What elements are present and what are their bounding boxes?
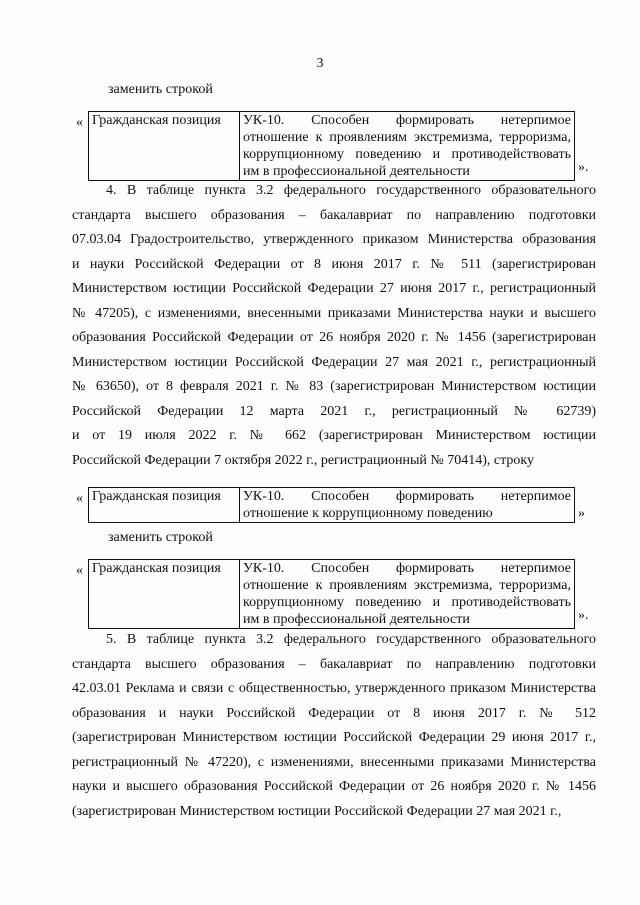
quote-close-3: ». [578, 608, 589, 623]
quote-open-3: « [76, 563, 83, 578]
position-cell: Гражданская позиция [89, 488, 240, 523]
paragraph-line: 42.03.01 Реклама и связи с общественностью, утвержденного приказом Министерства [72, 681, 596, 696]
competence-line: УК-10. Способен формировать нетерпимое [243, 113, 571, 128]
paragraph-line: № 47205), с изменениями, внесенными приказами Министерства науки и высшего [72, 305, 596, 321]
paragraph-4 [72, 179, 596, 473]
paragraph-line: и от 19 июля 2022 г. № 662 (зарегистрирован Министерством юстиции [72, 428, 596, 443]
paragraph-line: стандарта высшего образования – бакалавриат по направлению подготовки [72, 656, 596, 672]
paragraph-line: 4. В таблице пункта 3.2 федерального государственного образовательного [106, 183, 596, 198]
position-cell: Гражданская позиция [89, 560, 240, 629]
paragraph-line: (зарегистрирован Министерством юстиции Российской Федерации 27 мая 2021 г., [72, 803, 562, 819]
competence-line: отношение к проявлениям экстремизма, терроризма, [243, 130, 571, 145]
competence-line: отношение к проявлениям экстремизма, терроризма, [243, 578, 571, 593]
paragraph-line: науки и высшего образования Российской Федерации от 26 ноября 2020 г. № 1456 [72, 779, 596, 794]
competence-line: коррупционному поведению и противодействовать [243, 147, 571, 162]
table-row-1 [88, 111, 575, 181]
paragraph-line: 5. В таблице пункта 3.2 федерального государственного образовательного [106, 632, 596, 647]
paragraph-line: регистрационный № 47220), с изменениями, внесенными приказами Министерства [72, 754, 596, 770]
quote-close-1: ». [578, 160, 589, 175]
paragraph-line: и науки Российской Федерации от 8 июня 2017 г. № 511 (зарегистрирован [72, 256, 596, 272]
paragraph-line: Министерством юстиции Российской Федерации 27 июня 2017 г., регистрационный [72, 281, 596, 296]
caption-replace-1: заменить строкой [108, 82, 213, 97]
quote-open-1: « [76, 115, 83, 130]
paragraph-line: Российской Федерации 7 октября 2022 г., регистрационный № 70414), строку [72, 452, 534, 468]
paragraph-line: № 63650), от 8 февраля 2021 г. № 83 (зарегистрирован Министерством юстиции [72, 379, 596, 394]
competence-line: им в профессиональной деятельности [243, 164, 470, 179]
paragraph-5 [72, 628, 596, 824]
competence-cell [240, 488, 575, 523]
competence-line: УК-10. Способен формировать нетерпимое [243, 489, 571, 504]
table-row-3 [88, 559, 575, 629]
paragraph-line: Российской Федерации 12 марта 2021 г., регистрационный № 62739) [72, 403, 596, 419]
competence-line: им в профессиональной деятельности [243, 612, 470, 627]
competence-line: коррупционному поведению и противодействовать [243, 595, 571, 610]
table-row-2 [88, 487, 575, 523]
paragraph-line: стандарта высшего образования – бакалавриат по направлению подготовки [72, 207, 596, 223]
competence-line: отношение к коррупционному поведению [243, 506, 493, 521]
caption-replace-2: заменить строкой [108, 530, 213, 545]
page-number: 3 [316, 56, 324, 71]
paragraph-line: 07.03.04 Градостроительство, утвержденного приказом Министерства образования [72, 232, 596, 247]
paragraph-line: (зарегистрирован Министерством юстиции Российской Федерации 29 июня 2017 г., [72, 730, 596, 745]
paragraph-line: Министерством юстиции Российской Федерации 27 мая 2021 г., регистрационный [72, 354, 596, 370]
paragraph-line: образования Российской Федерации от 26 ноября 2020 г. № 1456 (зарегистрирован [72, 330, 596, 345]
quote-close-2: » [578, 506, 585, 521]
quote-open-2: « [76, 491, 83, 506]
competence-line: УК-10. Способен формировать нетерпимое [243, 561, 571, 576]
competence-cell [240, 560, 575, 629]
position-cell: Гражданская позиция [89, 112, 240, 181]
competence-cell [240, 112, 575, 181]
paragraph-line: образования и науки Российской Федерации от 8 июня 2017 г. № 512 [72, 705, 596, 721]
